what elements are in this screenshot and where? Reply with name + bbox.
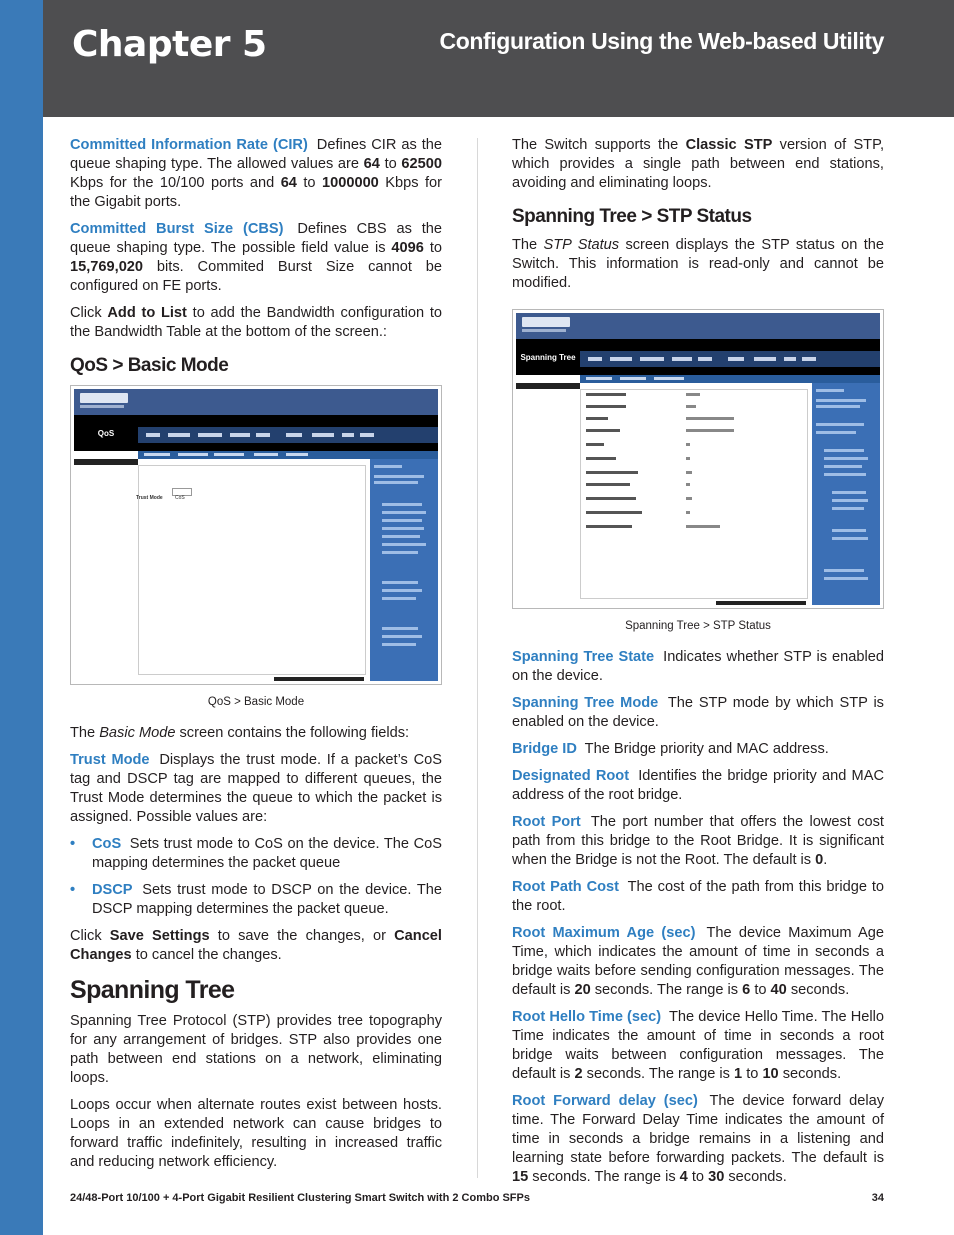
text: The Switch supports the — [512, 137, 686, 153]
text: Defines CIR as the queue shaping type. The allowed values are — [70, 137, 442, 172]
row-value — [686, 525, 720, 528]
row-value — [686, 393, 700, 396]
nav-item — [198, 433, 222, 437]
bold-value: Save Settings — [109, 928, 210, 944]
row-label — [586, 511, 642, 514]
bold-value: 20 — [574, 982, 591, 998]
text: Indicates whether STP is enabled on the device. — [512, 649, 884, 684]
screen-section-label: Spanning Tree — [516, 339, 580, 375]
sub-item — [214, 453, 244, 456]
qos-heading: QoS > Basic Mode — [70, 355, 229, 376]
row-value — [686, 497, 692, 500]
trust-mode-paragraph — [70, 751, 442, 827]
field-term: Root Maximum Age (sec) — [512, 925, 696, 941]
text: to — [296, 175, 322, 191]
text: bits. Commited Burst Size cannot be configured on FE ports. — [70, 259, 442, 294]
row-value — [686, 429, 734, 432]
row-label — [586, 417, 608, 420]
help-line — [832, 537, 868, 540]
text: seconds. — [778, 1066, 842, 1082]
nav-item — [230, 433, 250, 437]
text: seconds. The range is — [528, 1169, 680, 1185]
sub-item — [178, 453, 208, 456]
text: The device forward delay time. The Forward Delay Time indicates the amount of time in seconds a bridge remains in a listening and learning state before forwarding packets. The default is — [512, 1093, 884, 1166]
trust-mode-select: CoS — [172, 488, 192, 496]
bold-value: Add to List — [107, 305, 187, 321]
root-path-paragraph — [512, 878, 884, 916]
stp-caption: Spanning Tree > STP Status — [625, 620, 771, 632]
help-line — [824, 465, 862, 468]
text: screen displays the STP status on the Switch. This information is read-only and cannot be modified. — [512, 237, 884, 291]
bullet-term: DSCP — [92, 882, 133, 898]
stp-screen — [516, 313, 880, 605]
screen-topbar — [74, 389, 438, 415]
row-label — [586, 457, 616, 460]
nav-item — [360, 433, 374, 437]
nav-item — [728, 357, 744, 361]
row-value — [686, 471, 692, 474]
bullet-term: CoS — [92, 836, 122, 852]
row-value — [686, 417, 734, 420]
row-value — [686, 443, 690, 446]
help-line — [824, 473, 866, 476]
row-value — [686, 405, 696, 408]
text: The device Hello Time. The Hello Time indicates the amount of time in seconds a root bridge waits between configuration messages. The default is — [512, 1009, 884, 1082]
row-label — [586, 443, 604, 446]
nav-item — [698, 357, 712, 361]
text: Sets trust mode to CoS on the device. The CoS mapping determines the packet queue — [92, 836, 442, 871]
help-line — [824, 569, 864, 572]
text: screen contains the following fields: — [175, 725, 410, 741]
bold-value: 2 — [574, 1066, 583, 1082]
text: The port number that offers the lowest cost path from this bridge to the Root Bridge. It is significant when the Bridge is not the Root. The default is — [512, 814, 884, 868]
help-line — [816, 405, 860, 408]
list-item — [70, 835, 442, 873]
row-label — [586, 483, 630, 486]
field-term: Spanning Tree Mode — [512, 695, 659, 711]
text: to save the changes, or — [209, 928, 395, 944]
bullet-icon: • — [70, 836, 76, 852]
help-line — [382, 519, 422, 522]
text: Kbps for the Gigabit ports. — [70, 175, 442, 210]
help-line — [832, 491, 866, 494]
field-paragraph — [512, 767, 884, 805]
bold-value: 64 — [363, 156, 380, 172]
header-title: Configuration Using the Web-based Utility — [439, 28, 884, 54]
bold-value: 10 — [762, 1066, 779, 1082]
stp-status-intro — [512, 236, 884, 293]
row-label — [586, 471, 638, 474]
text: seconds. The range is — [590, 982, 743, 998]
help-line — [816, 389, 844, 392]
linksys-logo — [522, 317, 570, 327]
field-term: Root Path Cost — [512, 879, 620, 895]
nav-item — [754, 357, 776, 361]
bold-value: 62500 — [401, 156, 443, 172]
text: Kbps for the 10/100 ports and — [70, 175, 281, 191]
help-line — [832, 529, 866, 532]
field-term: Root Forward delay (sec) — [512, 1093, 698, 1109]
help-line — [374, 475, 424, 478]
screen-main-area — [580, 389, 808, 599]
save-paragraph — [70, 927, 442, 965]
bold-value: 1000000 — [321, 175, 379, 191]
text: The STP mode by which STP is enabled on the device. — [512, 695, 884, 730]
text: to cancel the changes. — [131, 947, 282, 963]
text: Sets trust mode to DSCP on the device. The DSCP mapping determines the packet queue. — [92, 882, 442, 917]
field-paragraph — [512, 694, 884, 732]
field-term: Root Hello Time (sec) — [512, 1009, 662, 1025]
row-label — [586, 405, 626, 408]
text: The — [512, 237, 544, 253]
screen-left-label — [516, 383, 580, 389]
field-paragraph — [512, 648, 884, 686]
left-accent-bar — [0, 0, 43, 1235]
spanning-tree-heading: Spanning Tree — [70, 976, 235, 1004]
text: Identifies the bridge priority and MAC address of the root bridge. — [512, 768, 884, 803]
text: seconds. — [724, 1169, 787, 1185]
root-port-paragraph — [512, 813, 884, 870]
help-line — [382, 543, 426, 546]
field-term: Designated Root — [512, 768, 630, 784]
text: to — [423, 240, 442, 256]
trust-mode-term: Trust Mode — [70, 752, 150, 768]
sub-item — [144, 453, 170, 456]
trust-mode-values — [70, 835, 442, 919]
bold-value: 0 — [815, 852, 824, 868]
help-line — [374, 481, 418, 484]
bold-value: 64 — [280, 175, 297, 191]
sub-item — [286, 453, 308, 456]
field-term: Root Port — [512, 814, 581, 830]
trust-mode-label: Trust Mode — [136, 495, 163, 501]
row-value — [686, 483, 690, 486]
screen-left-label — [74, 459, 138, 465]
text: seconds. The range is — [582, 1066, 735, 1082]
sub-item — [254, 453, 278, 456]
row-value — [686, 511, 690, 514]
field-term: Bridge ID — [512, 741, 577, 757]
max-age-paragraph — [512, 924, 884, 1000]
screen-section-label: QoS — [74, 415, 138, 451]
stp-screenshot — [512, 309, 884, 609]
help-line — [816, 431, 856, 434]
italic-text: STP Status — [543, 237, 620, 253]
help-line — [382, 503, 422, 506]
bold-value: 40 — [770, 982, 787, 998]
stp-status-heading: Spanning Tree > STP Status — [512, 206, 752, 227]
help-line — [374, 465, 402, 468]
bold-value: Cancel Changes — [70, 928, 442, 963]
sub-item — [654, 377, 684, 380]
basic-intro — [70, 724, 442, 743]
help-line — [824, 577, 868, 580]
text: to add the Bandwidth configuration to the Bandwidth Table at the bottom of the screen.: — [70, 305, 442, 340]
help-line — [382, 627, 418, 630]
forward-delay-paragraph — [512, 1092, 884, 1187]
hello-time-paragraph — [512, 1008, 884, 1084]
cir-term: Committed Information Rate (CIR) — [70, 137, 308, 153]
nav-item — [342, 433, 354, 437]
page-number: 34 — [871, 1192, 884, 1204]
help-line — [824, 457, 868, 460]
row-label — [586, 525, 632, 528]
cbs-paragraph — [70, 220, 442, 296]
logo-subtitle — [522, 329, 566, 332]
text: Click — [70, 305, 108, 321]
right-column — [512, 136, 884, 1195]
bold-value: 4096 — [391, 240, 424, 256]
text: to — [750, 982, 771, 998]
text: Defines CBS as the queue shaping type. The possible field value is — [70, 221, 442, 256]
text: to — [742, 1066, 763, 1082]
list-item — [70, 881, 442, 919]
text: seconds. — [786, 982, 850, 998]
help-line — [382, 589, 422, 592]
field-paragraph — [512, 740, 884, 759]
qos-screenshot — [70, 385, 442, 685]
nav-item — [802, 357, 816, 361]
chapter-title: Chapter 5 — [72, 24, 267, 65]
qos-screen — [74, 389, 438, 681]
nav-item — [588, 357, 602, 361]
screen-topbar — [516, 313, 880, 339]
column-divider — [477, 138, 478, 1178]
bold-value: 15,769,020 — [70, 259, 144, 275]
help-line — [832, 499, 868, 502]
bold-value: 6 — [742, 982, 751, 998]
help-line — [382, 643, 416, 646]
footer-product: 24/48-Port 10/100 + 4-Port Gigabit Resilient Clustering Smart Switch with 2 Combo SFPs — [70, 1192, 530, 1204]
bold-value: Classic STP — [685, 137, 773, 153]
cbs-term: Committed Burst Size (CBS) — [70, 221, 284, 237]
row-label — [586, 393, 626, 396]
nav-item — [312, 433, 334, 437]
help-line — [832, 507, 864, 510]
save-cancel-buttons — [716, 601, 806, 605]
stp-paragraph: Spanning Tree Protocol (STP) provides tree topography for any arrangement of bridges. STP also provides one path between end stations on a network, eliminating loops. — [70, 1013, 442, 1086]
help-line — [382, 535, 420, 538]
help-line — [382, 511, 426, 514]
cir-paragraph — [70, 136, 442, 212]
nav-item — [168, 433, 190, 437]
help-line — [816, 399, 866, 402]
row-label — [586, 429, 620, 432]
classic-stp-paragraph — [512, 136, 884, 193]
nav-item — [146, 433, 160, 437]
help-line — [382, 527, 424, 530]
nav-item — [610, 357, 632, 361]
nav-item — [256, 433, 270, 437]
screen-help-pane — [370, 459, 438, 681]
help-line — [382, 581, 418, 584]
logo-subtitle — [80, 405, 124, 408]
help-line — [382, 551, 418, 554]
nav-item — [672, 357, 692, 361]
text: The cost of the path from this bridge to the root. — [512, 879, 884, 914]
text: Displays the trust mode. If a packet’s CoS tag and DSCP tag are mapped to different queues, the Trust Mode determines the queue to which the packet is assigned. Possible values are: — [70, 752, 443, 825]
bullet-icon: • — [70, 882, 76, 898]
screen-main-area — [138, 465, 366, 675]
row-value — [686, 457, 690, 460]
help-line — [382, 597, 416, 600]
text: . — [823, 852, 828, 868]
help-line — [824, 449, 864, 452]
bold-value: 15 — [512, 1169, 529, 1185]
bold-value: 1 — [734, 1066, 743, 1082]
help-line — [816, 423, 864, 426]
text: to — [379, 156, 402, 172]
bold-value: 30 — [708, 1169, 725, 1185]
left-column — [70, 136, 442, 1180]
nav-item — [286, 433, 302, 437]
text: The Bridge priority and MAC address. — [580, 741, 829, 757]
linksys-logo — [80, 393, 128, 403]
add-to-list-paragraph — [70, 304, 442, 342]
sub-item — [620, 377, 646, 380]
text: version of STP, which provides a single path between end stations, avoiding and eliminating loops. — [512, 137, 884, 191]
italic-text: Basic Mode — [99, 725, 176, 741]
field-term: Spanning Tree State — [512, 649, 655, 665]
loops-paragraph: Loops occur when alternate routes exist between hosts. Loops in an extended network can cause bridges to forward traffic indefinitely, resulting in increased traffic and reducing network efficiency. — [70, 1097, 442, 1170]
nav-item — [640, 357, 664, 361]
help-line — [382, 635, 422, 638]
text: Click — [70, 928, 110, 944]
text: The device Maximum Age Time, which indicates the amount of time in seconds a bridge waits before sending configuration messages. The default is — [512, 925, 884, 998]
nav-item — [784, 357, 796, 361]
bold-value: 4 — [679, 1169, 688, 1185]
row-label — [586, 497, 636, 500]
sub-item — [586, 377, 612, 380]
qos-caption: QoS > Basic Mode — [207, 696, 305, 708]
save-cancel-buttons — [274, 677, 364, 681]
text: The — [70, 725, 100, 741]
text: to — [687, 1169, 709, 1185]
